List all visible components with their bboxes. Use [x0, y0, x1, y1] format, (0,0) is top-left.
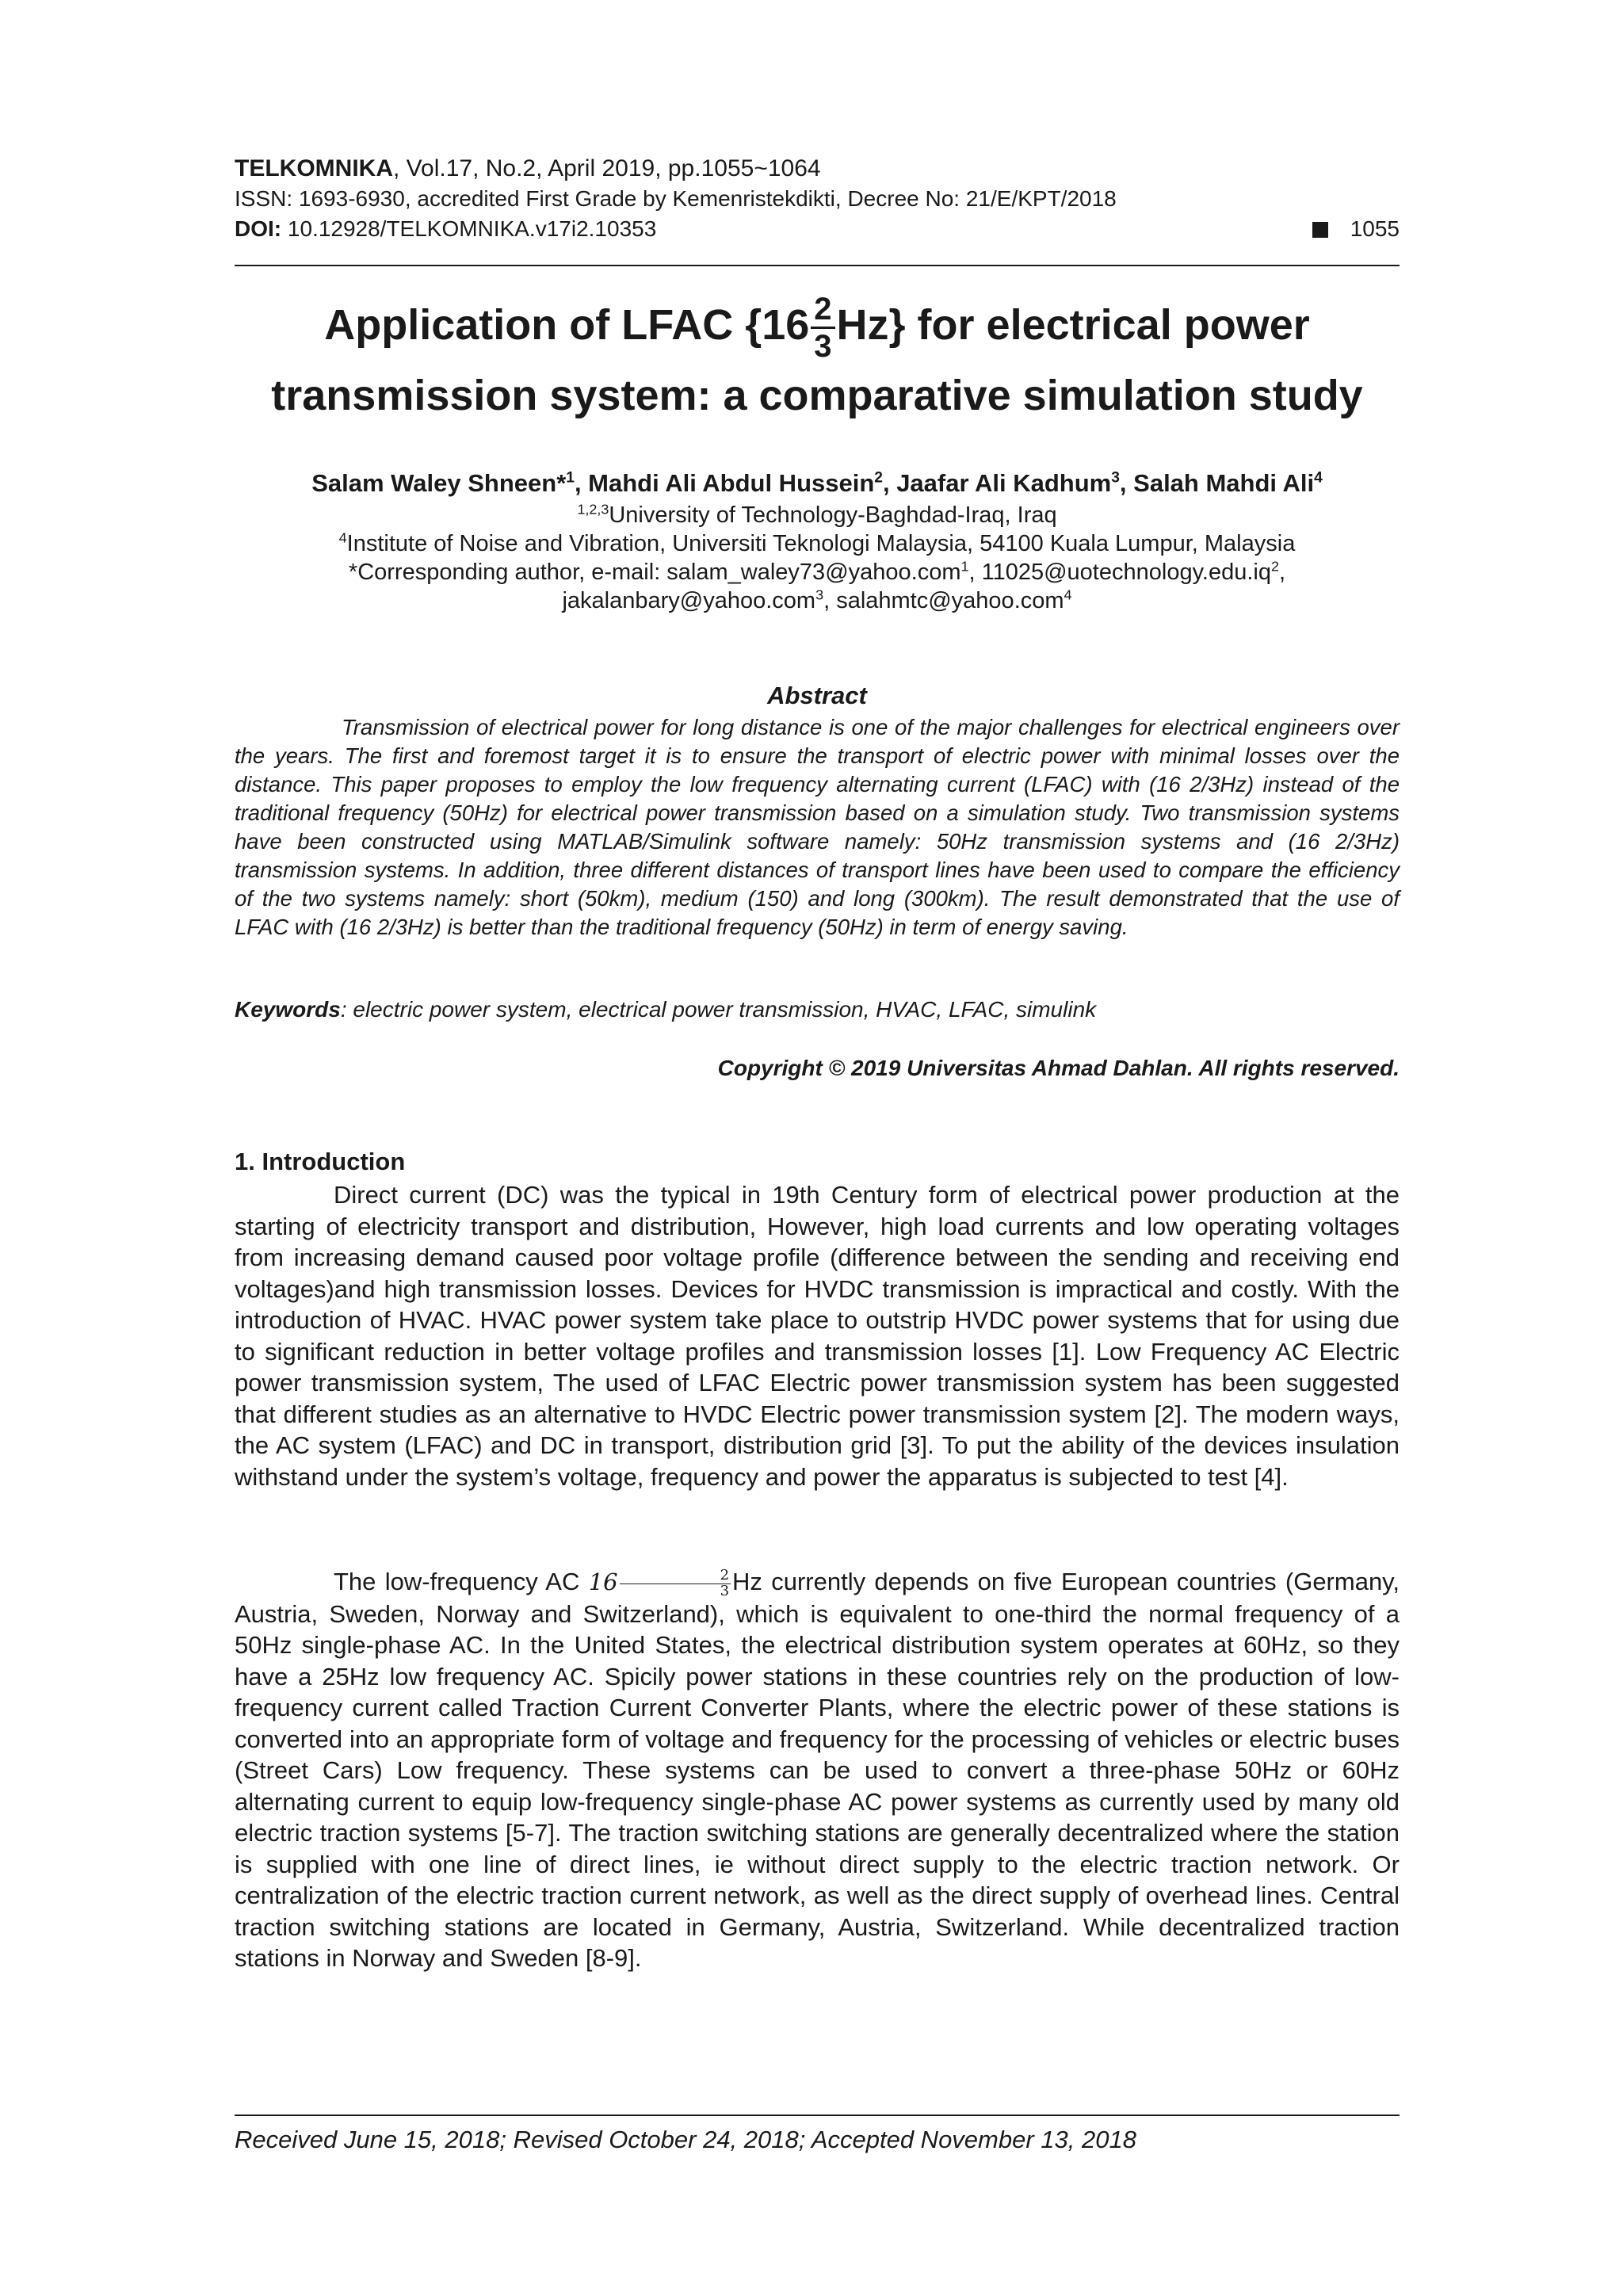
received-dates: Received June 15, 2018; Revised October 24, 2018; Accepted November 13, 2018: [235, 2126, 1136, 2153]
corresponding-emails: [235, 586, 1400, 615]
affiliation-1: [235, 501, 1400, 529]
email-4-sup: 4: [1064, 586, 1072, 603]
affiliation-1-sup: 1,2,3: [577, 501, 609, 518]
corr-email-2: , 11025@uotechnology.edu.iq: [968, 560, 1271, 585]
doi-value: 10.12928/TELKOMNIKA.v17i2.10353: [281, 216, 657, 241]
corr-email-2-sup: 2: [1271, 558, 1279, 575]
author-1-sup: 1: [566, 469, 575, 487]
copyright-notice: Copyright © 2019 Universitas Ahmad Dahlan. All rights reserved.: [717, 1056, 1400, 1080]
corr-email-1: *Corresponding author, e-mail: salam_waley73@yahoo.com: [348, 560, 961, 585]
author-2-sup: 2: [874, 469, 883, 487]
email-3-sup: 3: [815, 586, 824, 603]
abstract-heading: Abstract: [767, 682, 867, 709]
affiliation-2-text: Institute of Noise and Vibration, Universiti Teknologi Malaysia, 54100 Kuala Lumpur, Malaysia: [346, 531, 1296, 556]
citation-text: , Vol.17, No.2, April 2019, pp.1055~1064: [392, 155, 821, 181]
title-part-1: Application of LFAC {16: [324, 301, 810, 349]
corr-email-1-sup: 1: [960, 558, 969, 575]
doi-label: DOI:: [235, 216, 282, 241]
para2-rest: Hz currently depends on five European countries (Germany, Austria, Sweden, Norway and Switzerland), which is equivalent to one-third the normal frequency of a 50Hz single-phase AC. In the United States, the electrical distribution system operates at 60Hz, so they have a 25Hz low frequency AC. Spicily power stations in these countries rely on the production of low-frequency current called Traction Current Converter Plants, where the electric power of these stations is converted into an appropriate form of voltage and frequency for the processing of vehicles or electric buses (Street Cars) Low frequency. These systems can be used to convert a three-phase 50Hz or 60Hz alternating current to equip low-frequency single-phase AC power systems as currently used by many old electric traction systems [5-7]. The traction switching stations are generally decentralized where the station is supplied with one line of direct lines, ie without direct supply to the electric traction network. Or centralization of the electric traction current network, as well as the direct supply of overhead lines. Central traction switching stations are located in Germany, Austria, Switzerland. While decentralized traction stations in Norway and Sweden [8-9].: [235, 1568, 1400, 1973]
keywords-label: Keywords: [235, 997, 341, 1022]
page-number-text: 1055: [1350, 216, 1400, 241]
title-fraction-denominator: 3: [814, 329, 832, 365]
author-2: , Mahdi Ali Abdul Hussein: [574, 469, 875, 497]
affiliation-2: [235, 529, 1400, 558]
title-line-1: [235, 292, 1400, 365]
para2-math-fraction: [620, 1568, 731, 1599]
author-3-sup: 3: [1111, 469, 1120, 487]
footer-rule: [235, 2115, 1400, 2116]
title-part-2: Hz} for electrical power: [836, 301, 1310, 349]
journal-name: TELKOMNIKA: [235, 155, 393, 181]
para2-frac-denominator: 3: [720, 1582, 730, 1599]
keywords-text: : electric power system, electrical power transmission, HVAC, LFAC, simulink: [340, 997, 1097, 1022]
email-4: , salahmtc@yahoo.com: [823, 588, 1064, 613]
title-fraction-numerator: 2: [811, 293, 834, 329]
corresponding-author: [235, 558, 1400, 586]
doi-line: [235, 216, 1400, 243]
corr-comma: ,: [1279, 560, 1286, 585]
paper-title: [235, 292, 1400, 429]
page-number: [1312, 216, 1400, 243]
journal-citation: [235, 155, 1400, 182]
email-3: jakalanbary@yahoo.com: [562, 588, 816, 613]
title-line-2: transmission system: a comparative simulation study: [271, 372, 1363, 420]
issn-line: ISSN: 1693-6930, accredited First Grade by Kemenristekdikti, Decree No: 21/E/KPT/2018: [235, 186, 1117, 211]
para2-math-int: 16: [588, 1568, 618, 1595]
keywords: [235, 997, 1400, 1022]
title-fraction: [811, 292, 834, 365]
affiliation-1-text: University of Technology-Baghdad-Iraq, Iraq: [609, 502, 1057, 528]
square-bullet-icon: [1312, 222, 1328, 238]
para2-frac-numerator: 2: [620, 1568, 731, 1584]
author-1: Salam Waley Shneen*: [311, 469, 567, 497]
section-heading-introduction: 1. Introduction: [235, 1148, 406, 1175]
para2-start: The low-frequency AC: [334, 1568, 589, 1595]
affiliation-2-sup: 4: [338, 529, 347, 546]
intro-paragraph-2: [235, 1566, 1400, 1974]
header-rule: [235, 265, 1400, 266]
intro-paragraph-1: Direct current (DC) was the typical in 19th Century form of electrical power production at the starting of electricity transport and distribution, However, high load currents and low operating voltages from increasing demand caused poor voltage profile (difference between the sending and receiving end voltages)and high transmission losses. Devices for HVDC transmission is impractical and costly. With the introduction of HVAC. HVAC power system take place to outstrip HVDC power systems that for using due to significant reduction in better voltage profiles and transmission losses [1]. Low Frequency AC Electric power transmission system, The used of LFAC Electric power transmission system has been suggested that different studies as an alternative to HVDC Electric power transmission system [2]. The modern ways, the AC system (LFAC) and DC in transport, distribution grid [3]. To put the ability of the devices insulation withstand under the system’s voltage, frequency and power the apparatus is subjected to test [4].: [235, 1181, 1400, 1491]
abstract-body: Transmission of electrical power for long distance is one of the major challenges for electrical engineers over the years. The first and foremost target it is to ensure the transport of electric power with minimal losses over the distance. This paper proposes to employ the low frequency alternating current (LFAC) with (16 2/3Hz) instead of the traditional frequency (50Hz) for electrical power transmission based on a simulation study. Two transmission systems have been constructed using MATLAB/Simulink software namely: 50Hz transmission systems and (16 2/3Hz) transmission systems. In addition, three different distances of transport lines have been used to compare the efficiency of the two systems namely: short (50km), medium (150) and long (300km). The result demonstrated that the use of LFAC with (16 2/3Hz) is better than the traditional frequency (50Hz) in term of energy saving.: [235, 715, 1400, 939]
author-3: , Jaafar Ali Kadhum: [882, 469, 1112, 497]
author-list: [235, 468, 1400, 499]
author-4-sup: 4: [1314, 469, 1323, 487]
author-4: , Salah Mahdi Ali: [1119, 469, 1315, 497]
